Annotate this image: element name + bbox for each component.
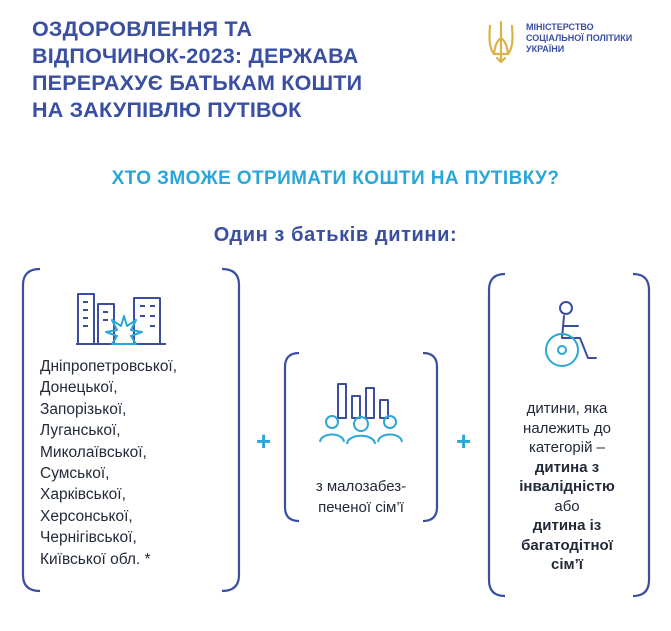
title-line: ВІДПОЧИНОК-2023: ДЕРЖАВА (32, 44, 359, 68)
list-item: Сумської, (40, 465, 110, 483)
child-line-bold: дитина з (534, 458, 600, 476)
right-bracket (218, 267, 242, 593)
list-item: Харківської, (40, 486, 126, 504)
list-item: Донецької, (40, 379, 118, 397)
plus-sign: + (456, 426, 472, 456)
child-category-text (492, 399, 642, 575)
child-line-bold: сім’ї (551, 556, 583, 573)
ministry-line: СОЦІАЛЬНОЇ ПОЛІТИКИ (526, 33, 633, 43)
low-income-line: з малозабез- (315, 478, 407, 495)
title-line: ПЕРЕРАХУЄ БАТЬКАМ КОШТИ (32, 71, 363, 95)
family-income-chart-icon (318, 378, 404, 446)
plus-sign: + (256, 426, 272, 456)
parent-label: Один з батьків дитини: (213, 224, 458, 246)
child-line-bold-inline: дитина із (532, 517, 602, 534)
title-line: НА ЗАКУПІВЛЮ ПУТІВОК (32, 98, 302, 122)
ministry-line: МІНІСТЕРСТВО (526, 22, 594, 32)
child-line: дитини, яка (526, 400, 608, 417)
child-line-bold: багатодітної (521, 536, 613, 554)
wheelchair-icon (536, 300, 604, 370)
title-line: ОЗДОРОВЛЕННЯ ТА (32, 17, 253, 41)
ministry-logo (486, 20, 656, 70)
ministry-name (526, 22, 632, 55)
page-title (32, 16, 452, 124)
ministry-line: УКРАЇНИ (526, 44, 565, 54)
list-item: Дніпропетровської, (40, 358, 178, 375)
child-line-mixed (492, 497, 642, 536)
question-heading: ХТО ЗМОЖЕ ОТРИМАТИ КОШТИ НА ПУТІВКУ? (111, 168, 560, 189)
low-income-line: печеної сім’ї (318, 499, 404, 516)
destroyed-buildings-icon (74, 290, 170, 346)
list-item: Луганської, (40, 422, 121, 440)
list-item: Миколаївської, (40, 443, 147, 461)
child-line-word: або (554, 497, 580, 515)
regions-list (40, 356, 177, 570)
list-item: Київської обл. * (40, 550, 151, 568)
trident-icon (486, 20, 516, 64)
low-income-text (286, 476, 436, 518)
list-item: Херсонської, (40, 507, 133, 525)
child-line-bold: інвалідністю (519, 478, 615, 495)
child-line: категорій – (529, 439, 605, 456)
list-item: Чернігівської, (40, 529, 137, 547)
list-item: Запорізької, (40, 400, 127, 418)
child-line: належить до (523, 419, 611, 437)
